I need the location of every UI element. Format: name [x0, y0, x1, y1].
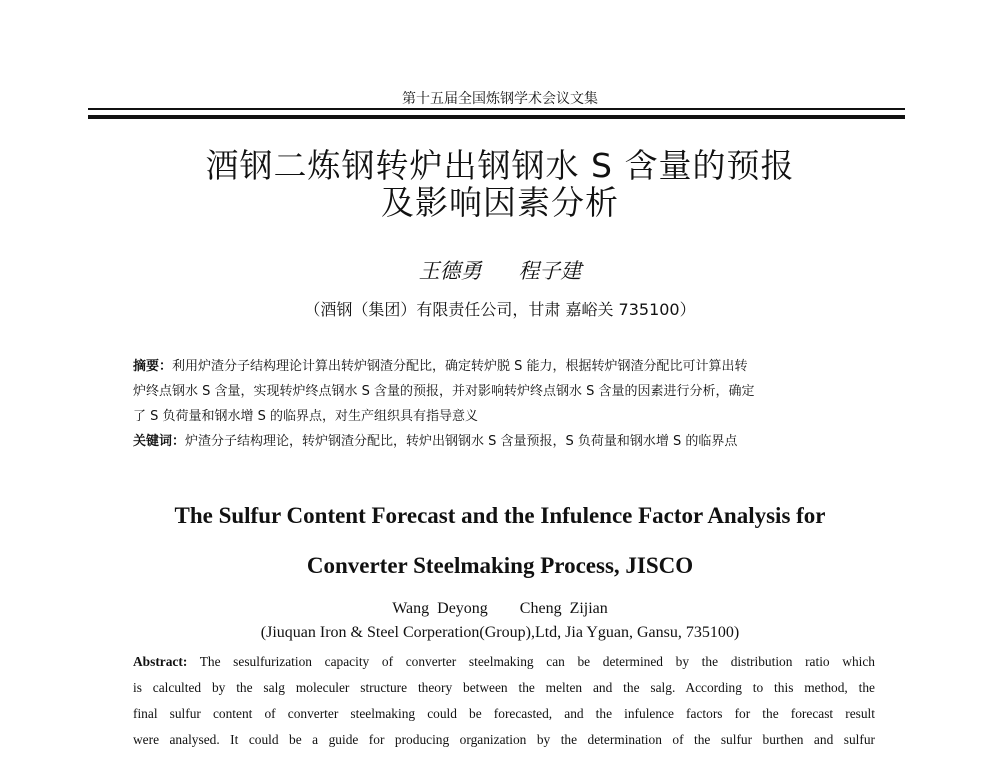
- affiliation-en: (Jiuquan Iron & Steel Corperation(Group),Ltd, Jia Yguan, Gansu, 735100): [260, 624, 740, 641]
- title-zh-line-2: 及影响因素分析: [381, 183, 619, 222]
- header-rule-thin: [88, 108, 905, 110]
- title-zh-line-1: 酒钢二炼钢转炉出钢钢水 S 含量的预报: [205, 146, 795, 185]
- abstract-zh-label: 摘要：: [133, 359, 173, 374]
- abstract-en-line: [133, 654, 875, 670]
- abstract-zh-line: 了 S 负荷量和钢水增 S 的临界点，对生产组织具有指导意义: [133, 409, 479, 424]
- abstract-zh-line: 炉终点钢水 S 含量，实现转炉终点钢水 S 含量的预报，并对影响转炉终点钢水 S 含量的因素进行分析，确定: [133, 384, 755, 399]
- authors-en: Wang Deyong Cheng Zijian: [392, 600, 608, 617]
- abstract-en-label: Abstract:: [133, 654, 188, 669]
- affiliation-zh: （酒钢（集团）有限责任公司，甘肃 嘉峪关 735100）: [304, 300, 696, 319]
- abstract-zh-text: 利用炉渣分子结构理论计算出转炉钢渣分配比，确定转炉脱 S 能力，根据转炉钢渣分配比可计算出转: [172, 359, 748, 374]
- keywords-zh-text: 炉渣分子结构理论，转炉钢渣分配比，转炉出钢钢水 S 含量预报，S 负荷量和钢水增 S 的临界点: [185, 434, 738, 449]
- abstract-en-line: is calculted by the salg moleculer structure theory between the melten and the salg. According to this method, the: [133, 680, 875, 695]
- abstract-en-line: final sulfur content of converter steelmaking could be forecasted, and the infulence factors for the forecast result: [133, 706, 875, 721]
- authors-zh: 王德勇 程子建: [418, 259, 582, 283]
- abstract-en-text: The sesulfurization capacity of converter steelmaking can be determined by the distribution ratio which: [199, 654, 875, 669]
- keywords-zh-label: 关键词：: [133, 434, 186, 449]
- abstract-zh-line: [133, 355, 873, 374]
- running-header: 第十五届全国炼钢学术会议文集: [402, 91, 598, 107]
- keywords-zh: [133, 430, 873, 449]
- title-en-line-2: Converter Steelmaking Process, JISCO: [306, 553, 694, 578]
- abstract-en-line: were analysed. It could be a guide for producing organization by the determination of the sulfur burthen and sulfur: [133, 732, 875, 747]
- header-rule-thick: [88, 115, 905, 119]
- title-en-line-1: The Sulfur Content Forecast and the Infulence Factor Analysis for: [174, 503, 826, 528]
